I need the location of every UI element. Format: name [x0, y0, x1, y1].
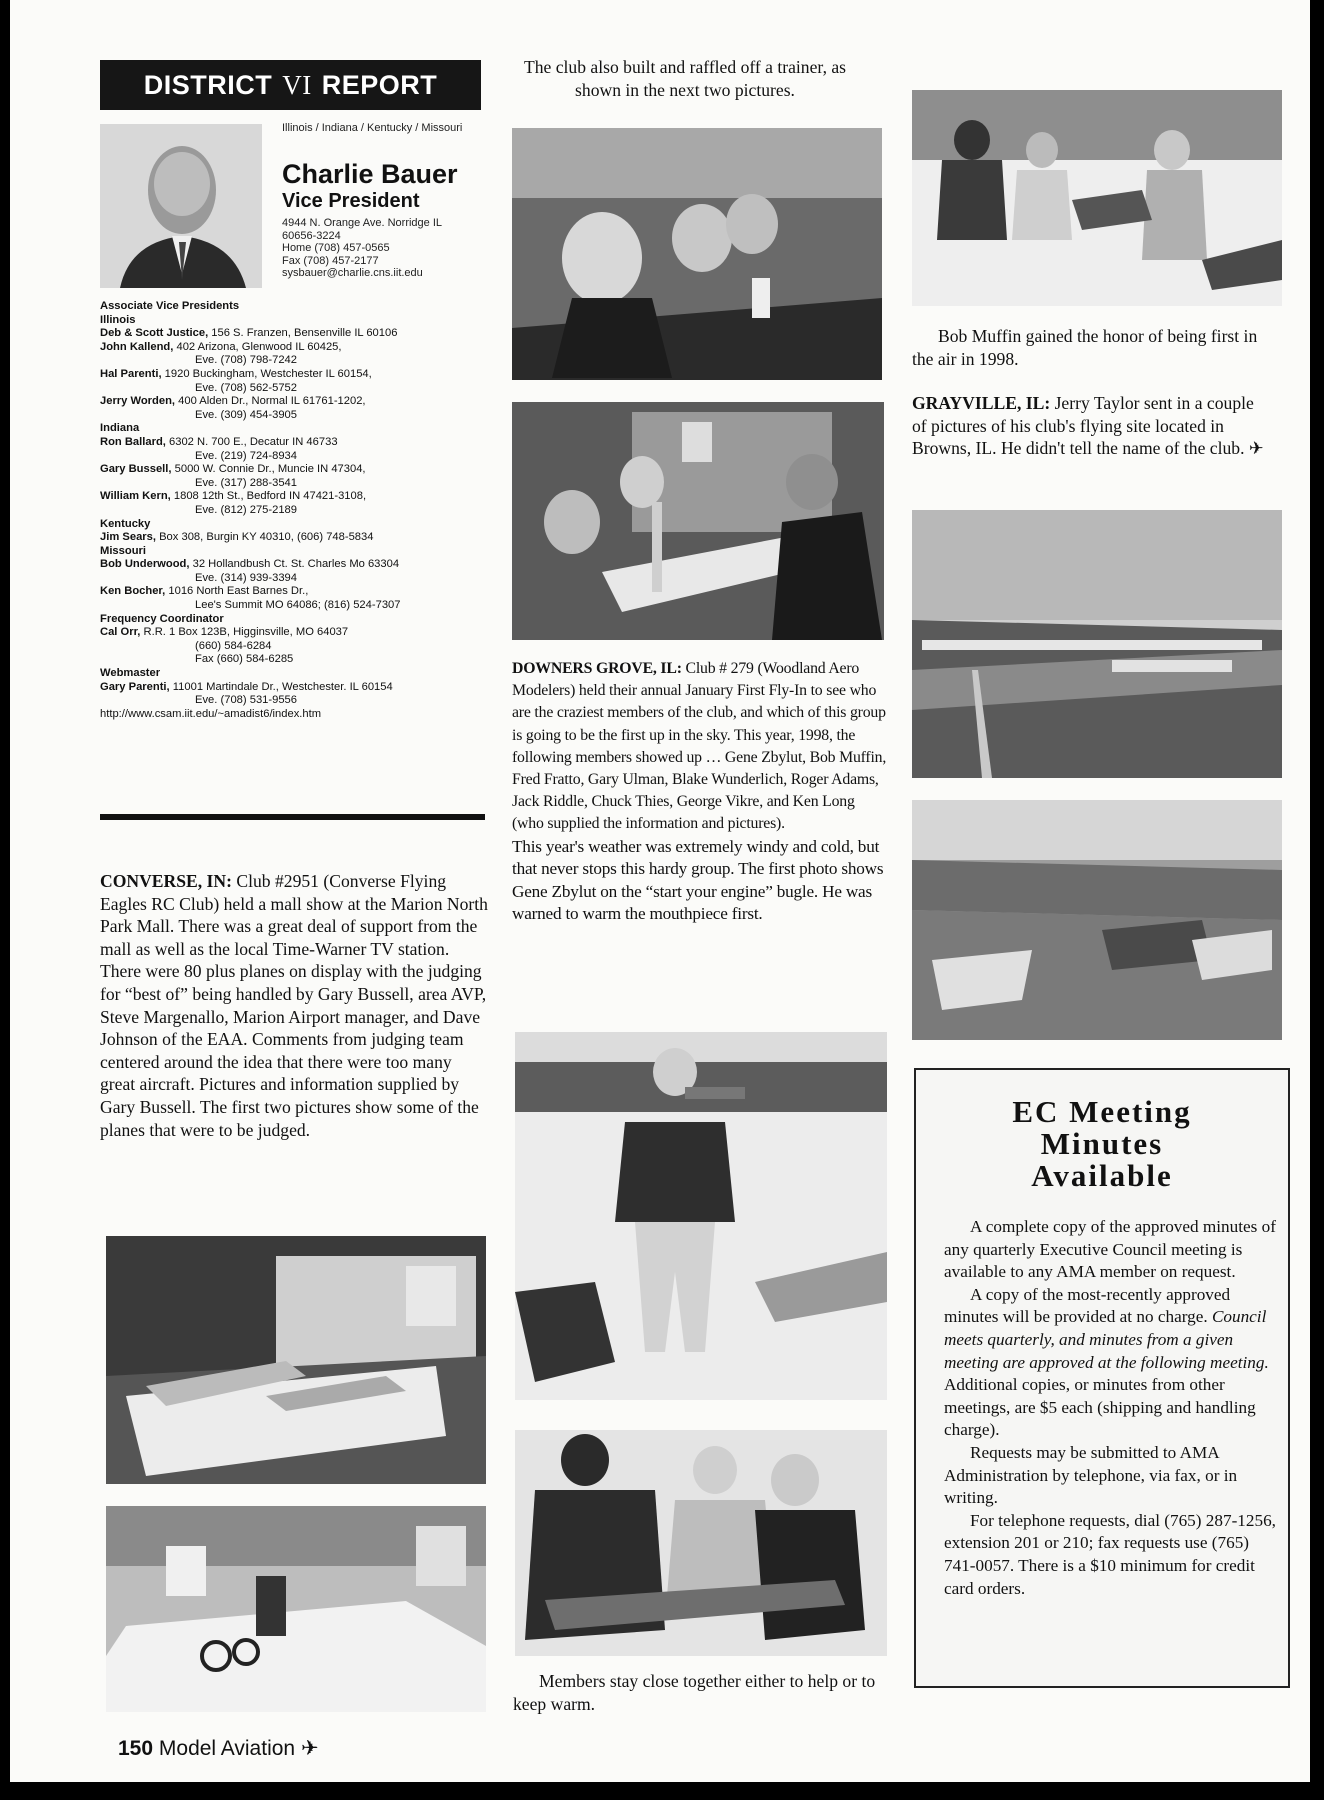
ec-paragraph-4: For telephone requests, dial (765) 287-1256, extension 201 or 210; fax requests use (765) 741-0057. There is a $10 minimum for credit card orders.: [944, 1510, 1276, 1598]
converse-body: Club #2951 (Converse Flying Eagles RC Club) held a mall show at the Marion North Park Mall. There was a great deal of support from the mall as well as the local Time-Warner TV station. There were 80 plus planes on display with the judging for “best of” being handled by Gary Bussell, area AVP, Steve Margenallo, Marion Airport manager, and Dave Johnson of the EAA. Comments from judging team centered around the idea that there were too many great aircraft. Pictures and information supplied by Gary Bussell. The first two pictures show some of the planes that were to be judged.: [100, 871, 488, 1140]
page-number: 150: [118, 1737, 154, 1760]
mall-show-photo-2: [106, 1506, 486, 1712]
district-header: [100, 60, 481, 110]
roster-entry: Jim Sears, Box 308, Burgin KY 40310, (606) 748-5834: [100, 531, 374, 544]
first-flight-photo: [912, 90, 1282, 306]
roster-entry: Hal Parenti, 1920 Buckingham, Westchester IL 60154,: [100, 367, 372, 380]
header-word: DISTRICT: [143, 69, 273, 100]
magazine-name: Model Aviation: [158, 1737, 296, 1760]
roster-phone: Eve. (708) 531-9556: [195, 694, 297, 707]
roster-state-illinois: Illinois: [100, 313, 136, 326]
district-states: Illinois / Indiana / Kentucky / Missouri: [282, 122, 463, 134]
roster-phone: Eve. (309) 454-3905: [195, 408, 297, 421]
roster-fax: Fax (660) 584-6285: [195, 653, 294, 666]
downers-grove-article: [512, 658, 888, 926]
raffle-intro: The club also built and raffled off a trainer, as shown in the next two pictures.: [523, 57, 847, 100]
ec-minutes-box: [914, 1068, 1290, 1688]
roster-phone: Eve. (219) 724-8934: [195, 449, 297, 462]
roster-entry: Gary Bussell, 5000 W. Connie Dr., Muncie IN 47304,: [100, 463, 366, 476]
roster-state-missouri: Missouri: [100, 544, 147, 557]
ec-minutes-body: [944, 1216, 1276, 1600]
roster-heading: Associate Vice Presidents: [100, 300, 240, 312]
section-divider: [100, 814, 485, 820]
roster-phone: Eve. (314) 939-3394: [195, 571, 297, 584]
roster-entry: Jerry Worden, 400 Alden Dr., Normal IL 61761-1202,: [100, 395, 366, 408]
roster-entry: William Kern, 1808 12th St., Bedford IN 47421-3108,: [100, 490, 367, 503]
roster-entry: Deb & Scott Justice, 156 S. Franzen, Bensenville IL 60106: [100, 327, 398, 340]
ec-paragraph-3: Requests may be submitted to AMA Administration by telephone, via fax, or in writing.: [944, 1442, 1238, 1508]
roster-entry: Cal Orr, R.R. 1 Box 123B, Higginsville, MO 64037: [100, 626, 349, 639]
page-footer: [118, 1736, 319, 1761]
roster-phone: Eve. (812) 275-2189: [195, 503, 297, 516]
roster-frequency-heading: Frequency Coordinator: [100, 612, 224, 625]
members-huddle-photo: [515, 1430, 887, 1656]
flying-site-photo-1: [912, 510, 1282, 778]
flying-site-photo-2: [912, 800, 1282, 1040]
roster-phone: Eve. (317) 288-3541: [195, 476, 297, 489]
ec-paragraph-2: A copy of the most-recently approved minutes will be provided at no charge. Council meets quarterly, and minutes from a given meeting are approved at the following meeting. Additional copies, or minutes from other meetings, are $5 each (shipping and handling charge).: [944, 1284, 1269, 1440]
roster-entry: John Kallend, 402 Arizona, Glenwood IL 60425,: [100, 340, 342, 353]
vp-fax: Fax (708) 457-2177: [282, 254, 379, 267]
bugle-photo: [515, 1032, 887, 1400]
ec-paragraph-1: A complete copy of the approved minutes of any quarterly Executive Council meeting is available to any AMA member on request.: [944, 1217, 1276, 1282]
associate-vp-roster: [100, 300, 500, 721]
roster-entry: Gary Parenti, 11001 Martindale Dr., Westchester. IL 60154: [100, 680, 393, 693]
airplane-icon: ✈: [300, 1737, 319, 1760]
raffle-photo-1: [512, 128, 882, 380]
downers-grove-body-2: This year's weather was extremely windy and cold, but that never stops this hardy group. The first photo shows Gene Zbylut on the “start your engine” bugle. He was warned to warm the mouthpiece first.: [512, 836, 884, 924]
downers-grove-body: Club # 279 (Woodland Aero Modelers) held their annual January First Fly-In to see who are the craziest members of the club, and which of this group is going to be the first up in the sky. This year, 1998, the following members showed up … Gene Zbylut, Bob Muffin, Fred Fratto, Gary Ulman, Blake Wunderlich, Roger Adams, Jack Riddle, Chuck Thies, George Vikre, and Ken Long (who supplied the information and pictures).: [512, 660, 887, 833]
roster-phone: Eve. (708) 798-7242: [195, 354, 297, 367]
end-mark-icon: ✈: [1248, 438, 1264, 459]
grayville-body: Jerry Taylor sent in a couple of pictures of his club's flying site located in Browns, IL. He didn't tell the name of the club.: [912, 393, 1254, 459]
roster-entry: Ken Bocher, 1016 North East Barnes Dr.,: [100, 585, 309, 598]
converse-article: [100, 870, 490, 1141]
roster-state-indiana: Indiana: [100, 422, 140, 435]
header-word-2: REPORT: [321, 69, 438, 100]
vp-title: Vice President: [282, 190, 420, 212]
roster-entry: Ron Ballard, 6302 N. 700 E., Decatur IN 46733: [100, 435, 338, 448]
header-roman: VI: [282, 69, 312, 100]
mall-show-photo-1: [106, 1236, 486, 1484]
members-caption: Members stay close together either to help or to keep warm.: [513, 1671, 876, 1714]
roster-phone: Eve. (708) 562-5752: [195, 381, 297, 394]
roster-phone: (660) 584-6284: [195, 639, 272, 652]
grayville-heading: GRAYVILLE, IL:: [912, 393, 1051, 413]
downers-grove-heading: DOWNERS GROVE, IL:: [512, 660, 682, 677]
vp-portrait-photo: [100, 124, 262, 288]
magazine-page: [10, 0, 1310, 1782]
vp-email[interactable]: sysbauer@charlie.cns.iit.edu: [282, 267, 423, 280]
vp-home-phone: Home (708) 457-0565: [282, 242, 390, 255]
vp-address-line-2: 60656-3224: [282, 229, 341, 242]
roster-state-kentucky: Kentucky: [100, 517, 151, 530]
converse-heading: CONVERSE, IN:: [100, 871, 232, 891]
roster-website-link[interactable]: http://www.csam.iit.edu/~amadist6/index.htm: [100, 707, 322, 720]
vp-name: Charlie Bauer: [282, 159, 458, 189]
roster-webmaster-heading: Webmaster: [100, 667, 161, 680]
muffin-note: Bob Muffin gained the honor of being first in the air in 1998.: [912, 326, 1258, 369]
vp-contact: [282, 217, 492, 280]
vp-address-line-1: 4944 N. Orange Ave. Norridge IL: [282, 217, 443, 229]
raffle-photo-2: [512, 402, 884, 640]
roster-address: Lee's Summit MO 64086; (816) 524-7307: [195, 599, 401, 612]
roster-entry: Bob Underwood, 32 Hollandbush Ct. St. Charles Mo 63304: [100, 558, 400, 571]
ec-minutes-title: EC Meeting Minutes Available: [1012, 1094, 1192, 1193]
grayville-article: [912, 392, 1264, 460]
